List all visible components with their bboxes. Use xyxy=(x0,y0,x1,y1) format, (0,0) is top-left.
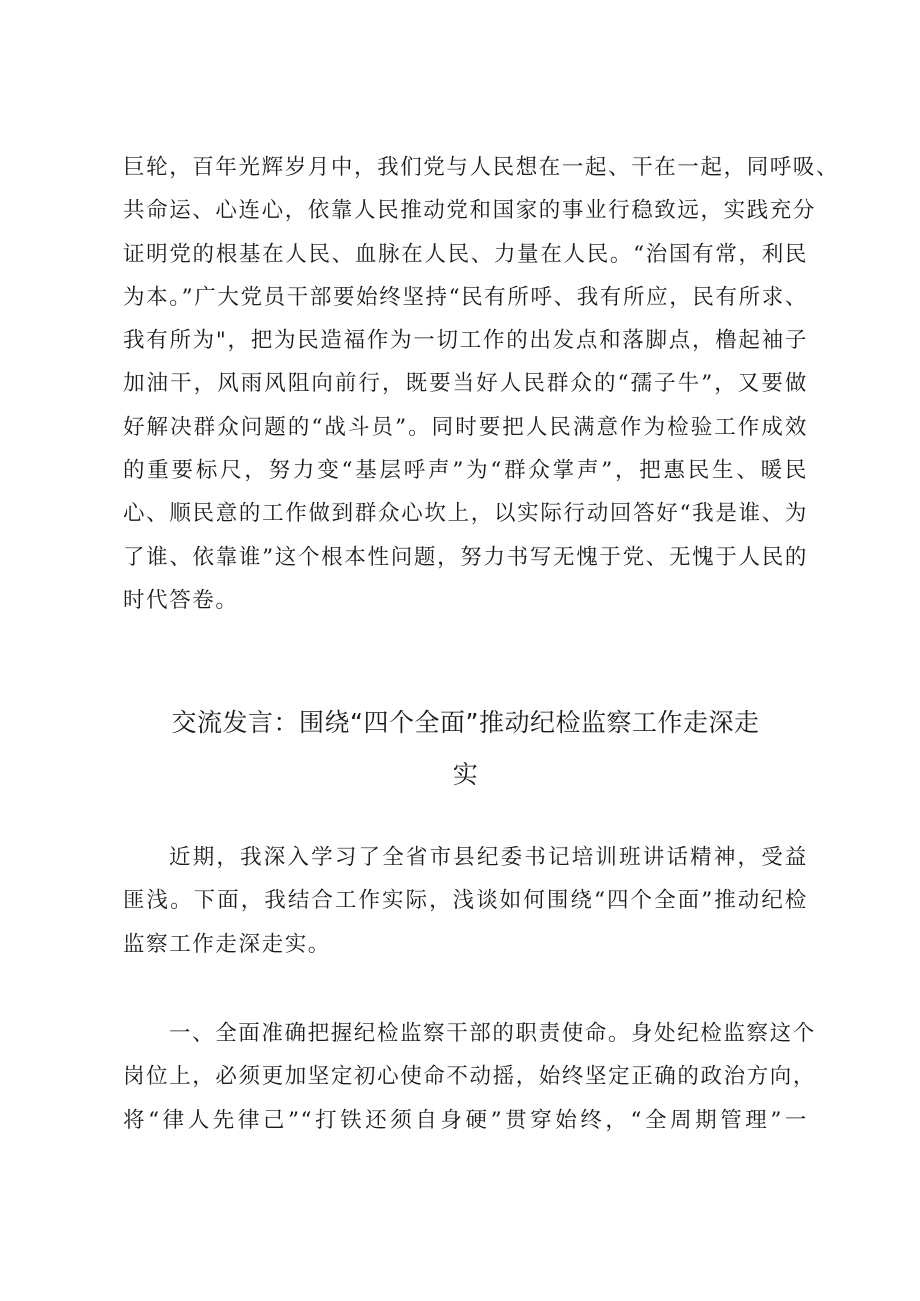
text-line: 的重要标尺，努力变“基层呼声”为“群众掌声”，把惠民生、暖民 xyxy=(123,458,808,484)
text-line: 共命运、心连心，依靠人民推动党和国家的事业行稳致远，实践充分 xyxy=(123,198,817,224)
text-line: 心、顺民意的工作做到群众心坎上，以实际行动回答好“我是谁、为 xyxy=(123,501,808,527)
text-line: 好解决群众问题的“战斗员”。同时要把人民满意作为检验工作成效 xyxy=(123,414,808,440)
intro-paragraph xyxy=(123,836,808,966)
text-line: 匪浅。下面，我结合工作实际，浅谈如何围绕“四个全面”推动纪检 xyxy=(123,888,808,914)
text-line: 时代答卷。 xyxy=(123,587,239,613)
paragraph-continued xyxy=(123,146,840,622)
text-line: 一、全面准确把握纪检监察干部的职责使命。身处纪检监察这个 xyxy=(169,1021,816,1046)
text-line: 岗位上，必须更加坚定初心使命不动摇，始终坚定正确的政治方向， xyxy=(123,1064,817,1090)
text-line: 证明党的根基在人民、血脉在人民、力量在人民。“治国有常，利民 xyxy=(123,241,808,267)
section-heading xyxy=(123,697,808,801)
text-line: 近期，我深入学习了全省市县纪委书记培训班讲话精神，受益 xyxy=(169,845,808,870)
text-line: 加油干，风雨风阻向前行，既要当好人民群众的“孺子牛”，又要做 xyxy=(123,371,808,397)
text-line: 将“律人先律己”“打铁还须自身硬”贯穿始终，“全周期管理”一 xyxy=(123,1107,808,1133)
heading-line: 交流发言：围绕“四个全面”推动纪检监察工作走深走 xyxy=(171,708,760,737)
section-one-paragraph xyxy=(123,1012,817,1142)
text-line: 监察工作走深走实。 xyxy=(123,931,331,957)
text-line: 为本。”广大党员干部要始终坚持“民有所呼、我有所应，民有所求、 xyxy=(123,284,808,310)
heading-line: 实 xyxy=(452,760,479,789)
text-line: 巨轮，百年光辉岁月中，我们党与人民想在一起、干在一起，同呼吸、 xyxy=(123,155,840,180)
text-line: 我有所为"，把为民造福作为一切工作的出发点和落脚点，橹起袖子 xyxy=(123,328,808,354)
text-line: 了谁、依靠谁”这个根本性问题，努力书写无愧于党、无愧于人民的 xyxy=(123,544,808,570)
